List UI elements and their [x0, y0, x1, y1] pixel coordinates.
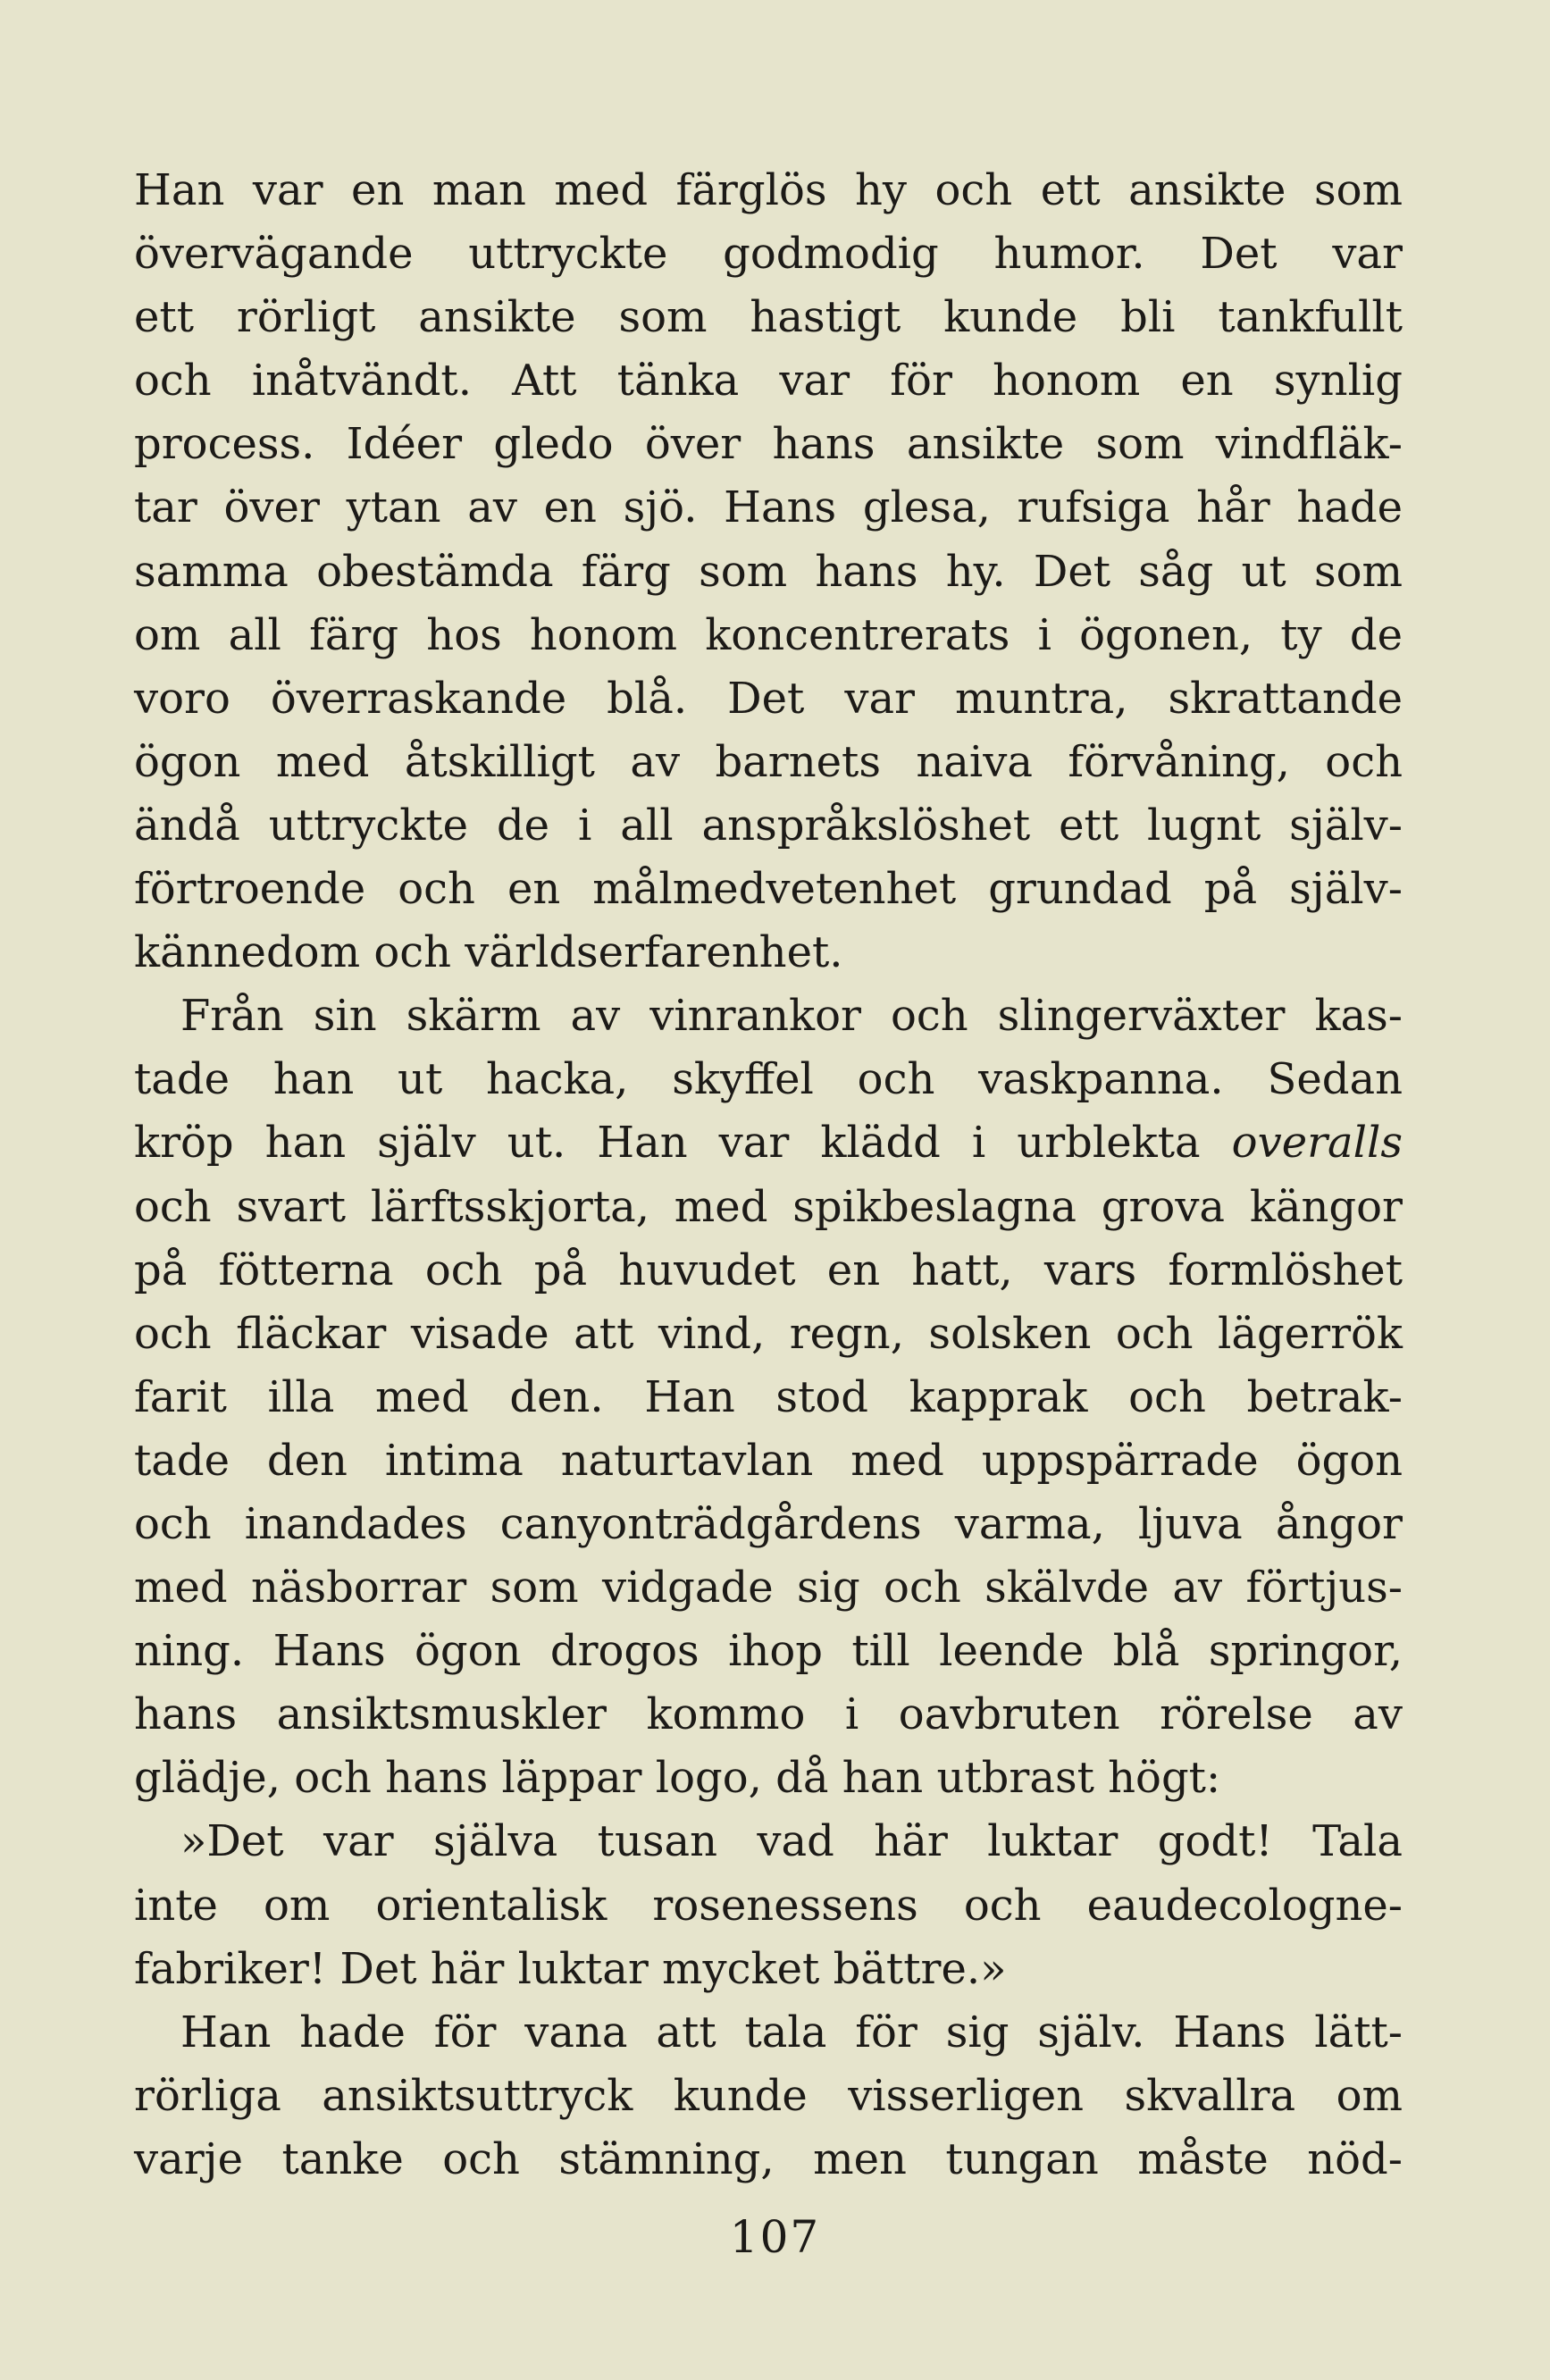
text-line: inte om orientalisk rosenessens och eaudecologne- — [134, 1880, 1403, 1931]
text-line: farit illa med den. Han stod kapprak och betrak- — [134, 1371, 1403, 1422]
text-line: ögon med åtskilligt av barnets naiva förvåning, och — [134, 736, 1403, 787]
text-line: Han hade för vana att tala för sig själv. Hans lätt- — [180, 2007, 1403, 2057]
text-line: kännedom och världserfarenhet. — [134, 927, 843, 978]
text-line: tade den intima naturtavlan med uppspärrade ögon — [134, 1435, 1403, 1486]
text-line: och inandades canyonträdgårdens varma, ljuva ångor — [134, 1498, 1403, 1549]
text-line: med näsborrar som vidgade sig och skälvde av förtjus- — [134, 1563, 1403, 1613]
text-line: process. Idéer gledo över hans ansikte som vindfläk- — [134, 419, 1403, 470]
paragraph-3 — [134, 1810, 1403, 2000]
text-line: varje tanke och stämning, men tungan måste nöd- — [134, 2133, 1403, 2184]
text-line: tar över ytan av en sjö. Hans glesa, rufsiga hår hade — [134, 482, 1403, 533]
text-line: på fötterna och på huvudet en hatt, vars formlöshet — [134, 1244, 1403, 1295]
text-line: rörliga ansiktsuttryck kunde visserligen skvallra om — [134, 2070, 1403, 2121]
paragraph-2 — [134, 985, 1403, 1810]
text-line: och inåtvändt. Att tänka var för honom en synlig — [134, 356, 1403, 406]
text-line: samma obestämda färg som hans hy. Det såg ut som — [134, 546, 1403, 597]
text-line: och svart lärftsskjorta, med spikbeslagna grova kängor — [134, 1181, 1403, 1232]
paragraph-4 — [134, 2001, 1403, 2191]
text-line: glädje, och hans läppar logo, då han utbrast högt: — [134, 1753, 1221, 1804]
text-line: ning. Hans ögon drogos ihop till leende blå springor, — [134, 1626, 1403, 1677]
paragraph-1 — [134, 159, 1403, 985]
text-line: »Det var själva tusan vad här luktar godt! Tala — [180, 1816, 1403, 1867]
text-line: fabriker! Det här luktar mycket bättre.» — [134, 1943, 1007, 1994]
text-line: ändå uttryckte de i all anspråkslöshet ett lugnt själv- — [134, 800, 1403, 851]
text-segment: kröp han själv ut. Han var klädd i urblekta — [134, 1118, 1201, 1169]
text-line: och fläckar visade att vind, regn, solsken och lägerrök — [134, 1308, 1403, 1359]
page-number: 107 — [729, 2211, 821, 2263]
book-page-text — [134, 159, 1403, 2191]
text-line: hans ansiktsmuskler kommo i oavbruten rörelse av — [134, 1689, 1403, 1740]
text-line: ett rörligt ansikte som hastigt kunde bli tankfullt — [134, 292, 1403, 343]
text-line: Han var en man med färglös hy och ett ansikte som — [134, 165, 1403, 215]
text-line: tade han ut hacka, skyffel och vaskpanna. Sedan — [134, 1054, 1403, 1105]
italic-word: overalls — [1231, 1118, 1403, 1169]
text-line: om all färg hos honom koncentrerats i ögonen, ty de — [134, 609, 1403, 660]
text-line: Från sin skärm av vinrankor och slingerväxter kas- — [180, 991, 1403, 1042]
text-line: förtroende och en målmedvetenhet grundad på själv- — [134, 864, 1403, 915]
text-line: voro överraskande blå. Det var muntra, skrattande — [134, 673, 1403, 724]
text-line-with-italic — [134, 1111, 1403, 1175]
text-line: övervägande uttryckte godmodig humor. Det var — [134, 229, 1403, 280]
